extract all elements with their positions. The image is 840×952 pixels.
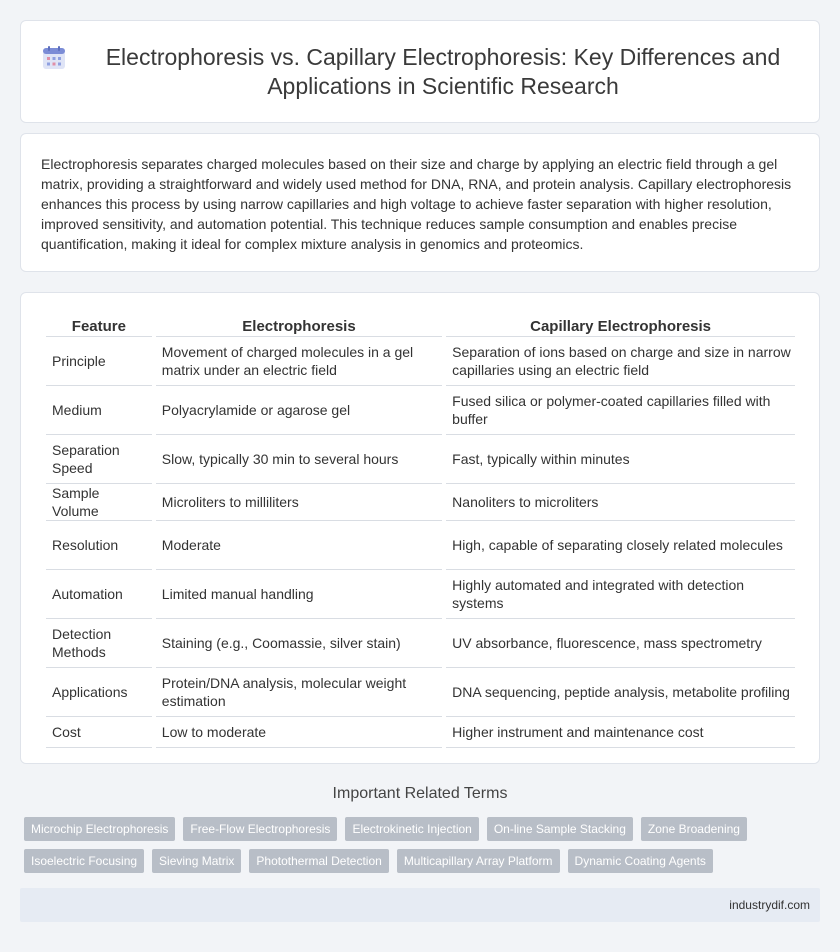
electrophoresis-cell: Staining (e.g., Coomassie, silver stain)	[156, 619, 442, 668]
feature-cell: Resolution	[46, 521, 152, 570]
title-card	[20, 20, 820, 123]
feature-cell: Sample Volume	[46, 484, 152, 521]
feature-cell: Cost	[46, 717, 152, 748]
capillary-cell: High, capable of separating closely related molecules	[446, 521, 795, 570]
capillary-cell: Higher instrument and maintenance cost	[446, 717, 795, 748]
comparison-table	[42, 313, 799, 748]
capillary-cell: DNA sequencing, peptide analysis, metabolite profiling	[446, 668, 795, 717]
table-header-row	[46, 313, 795, 337]
page-title: Electrophoresis vs. Capillary Electrophoresis: Key Differences and Applications in Scientific Research	[105, 43, 781, 99]
feature-cell: Automation	[46, 570, 152, 619]
related-term-tag[interactable]: Sieving Matrix	[152, 849, 241, 873]
electrophoresis-cell: Polyacrylamide or agarose gel	[156, 386, 442, 435]
feature-cell: Medium	[46, 386, 152, 435]
table-row	[46, 570, 795, 619]
electrophoresis-cell: Low to moderate	[156, 717, 442, 748]
related-term-tag[interactable]: Dynamic Coating Agents	[568, 849, 713, 873]
calendar-icon	[41, 45, 67, 71]
comparison-card	[20, 292, 820, 764]
electrophoresis-cell: Slow, typically 30 min to several hours	[156, 435, 442, 484]
intro-card	[20, 133, 820, 272]
capillary-cell: Separation of ions based on charge and size in narrow capillaries using an electric field	[446, 337, 795, 386]
electrophoresis-cell: Movement of charged molecules in a gel matrix under an electric field	[156, 337, 442, 386]
feature-cell: Applications	[46, 668, 152, 717]
related-term-tag[interactable]: Electrokinetic Injection	[345, 817, 478, 841]
feature-cell: Separation Speed	[46, 435, 152, 484]
table-row	[46, 521, 795, 570]
capillary-cell: Nanoliters to microliters	[446, 484, 795, 521]
tag-row	[24, 849, 824, 873]
footer-site-link[interactable]: industrydif.com	[729, 898, 810, 912]
table-row	[46, 717, 795, 748]
electrophoresis-cell: Limited manual handling	[156, 570, 442, 619]
electrophoresis-cell: Microliters to milliliters	[156, 484, 442, 521]
table-row	[46, 484, 795, 521]
related-term-tag[interactable]: Multicapillary Array Platform	[397, 849, 560, 873]
intro-paragraph: Electrophoresis separates charged molecules based on their size and charge by applying an electric field through a gel matrix, providing a straightforward and widely used method for DNA, RNA, and protein analysis. Capillary electrophoresis enhances this process by using narrow capillaries and high voltage to achieve faster separation with higher resolution, improved sensitivity, and automation potential. This technique reduces sample consumption and enables precise quantification, making it ideal for complex mixture analysis in genomics and proteomics.	[41, 156, 792, 252]
related-term-tag[interactable]: Isoelectric Focusing	[24, 849, 144, 873]
table-row	[46, 386, 795, 435]
electrophoresis-cell: Moderate	[156, 521, 442, 570]
header-capillary: Capillary Electrophoresis	[446, 313, 795, 337]
footer-bar	[20, 888, 820, 922]
table-row	[46, 668, 795, 717]
capillary-cell: Highly automated and integrated with detection systems	[446, 570, 795, 619]
capillary-cell: Fast, typically within minutes	[446, 435, 795, 484]
related-terms-list	[24, 817, 824, 881]
feature-cell: Detection Methods	[46, 619, 152, 668]
electrophoresis-cell: Protein/DNA analysis, molecular weight estimation	[156, 668, 442, 717]
related-term-tag[interactable]: Microchip Electrophoresis	[24, 817, 175, 841]
header-electrophoresis: Electrophoresis	[156, 313, 442, 337]
feature-cell: Principle	[46, 337, 152, 386]
header-feature: Feature	[46, 313, 152, 337]
related-term-tag[interactable]: On-line Sample Stacking	[487, 817, 633, 841]
related-term-tag[interactable]: Photothermal Detection	[249, 849, 388, 873]
capillary-cell: Fused silica or polymer-coated capillaries filled with buffer	[446, 386, 795, 435]
related-term-tag[interactable]: Zone Broadening	[641, 817, 747, 841]
tag-row	[24, 817, 824, 841]
related-terms-heading: Important Related Terms	[332, 785, 508, 802]
table-row	[46, 435, 795, 484]
related-term-tag[interactable]: Free-Flow Electrophoresis	[183, 817, 337, 841]
table-row	[46, 337, 795, 386]
capillary-cell: UV absorbance, fluorescence, mass spectrometry	[446, 619, 795, 668]
table-row	[46, 619, 795, 668]
